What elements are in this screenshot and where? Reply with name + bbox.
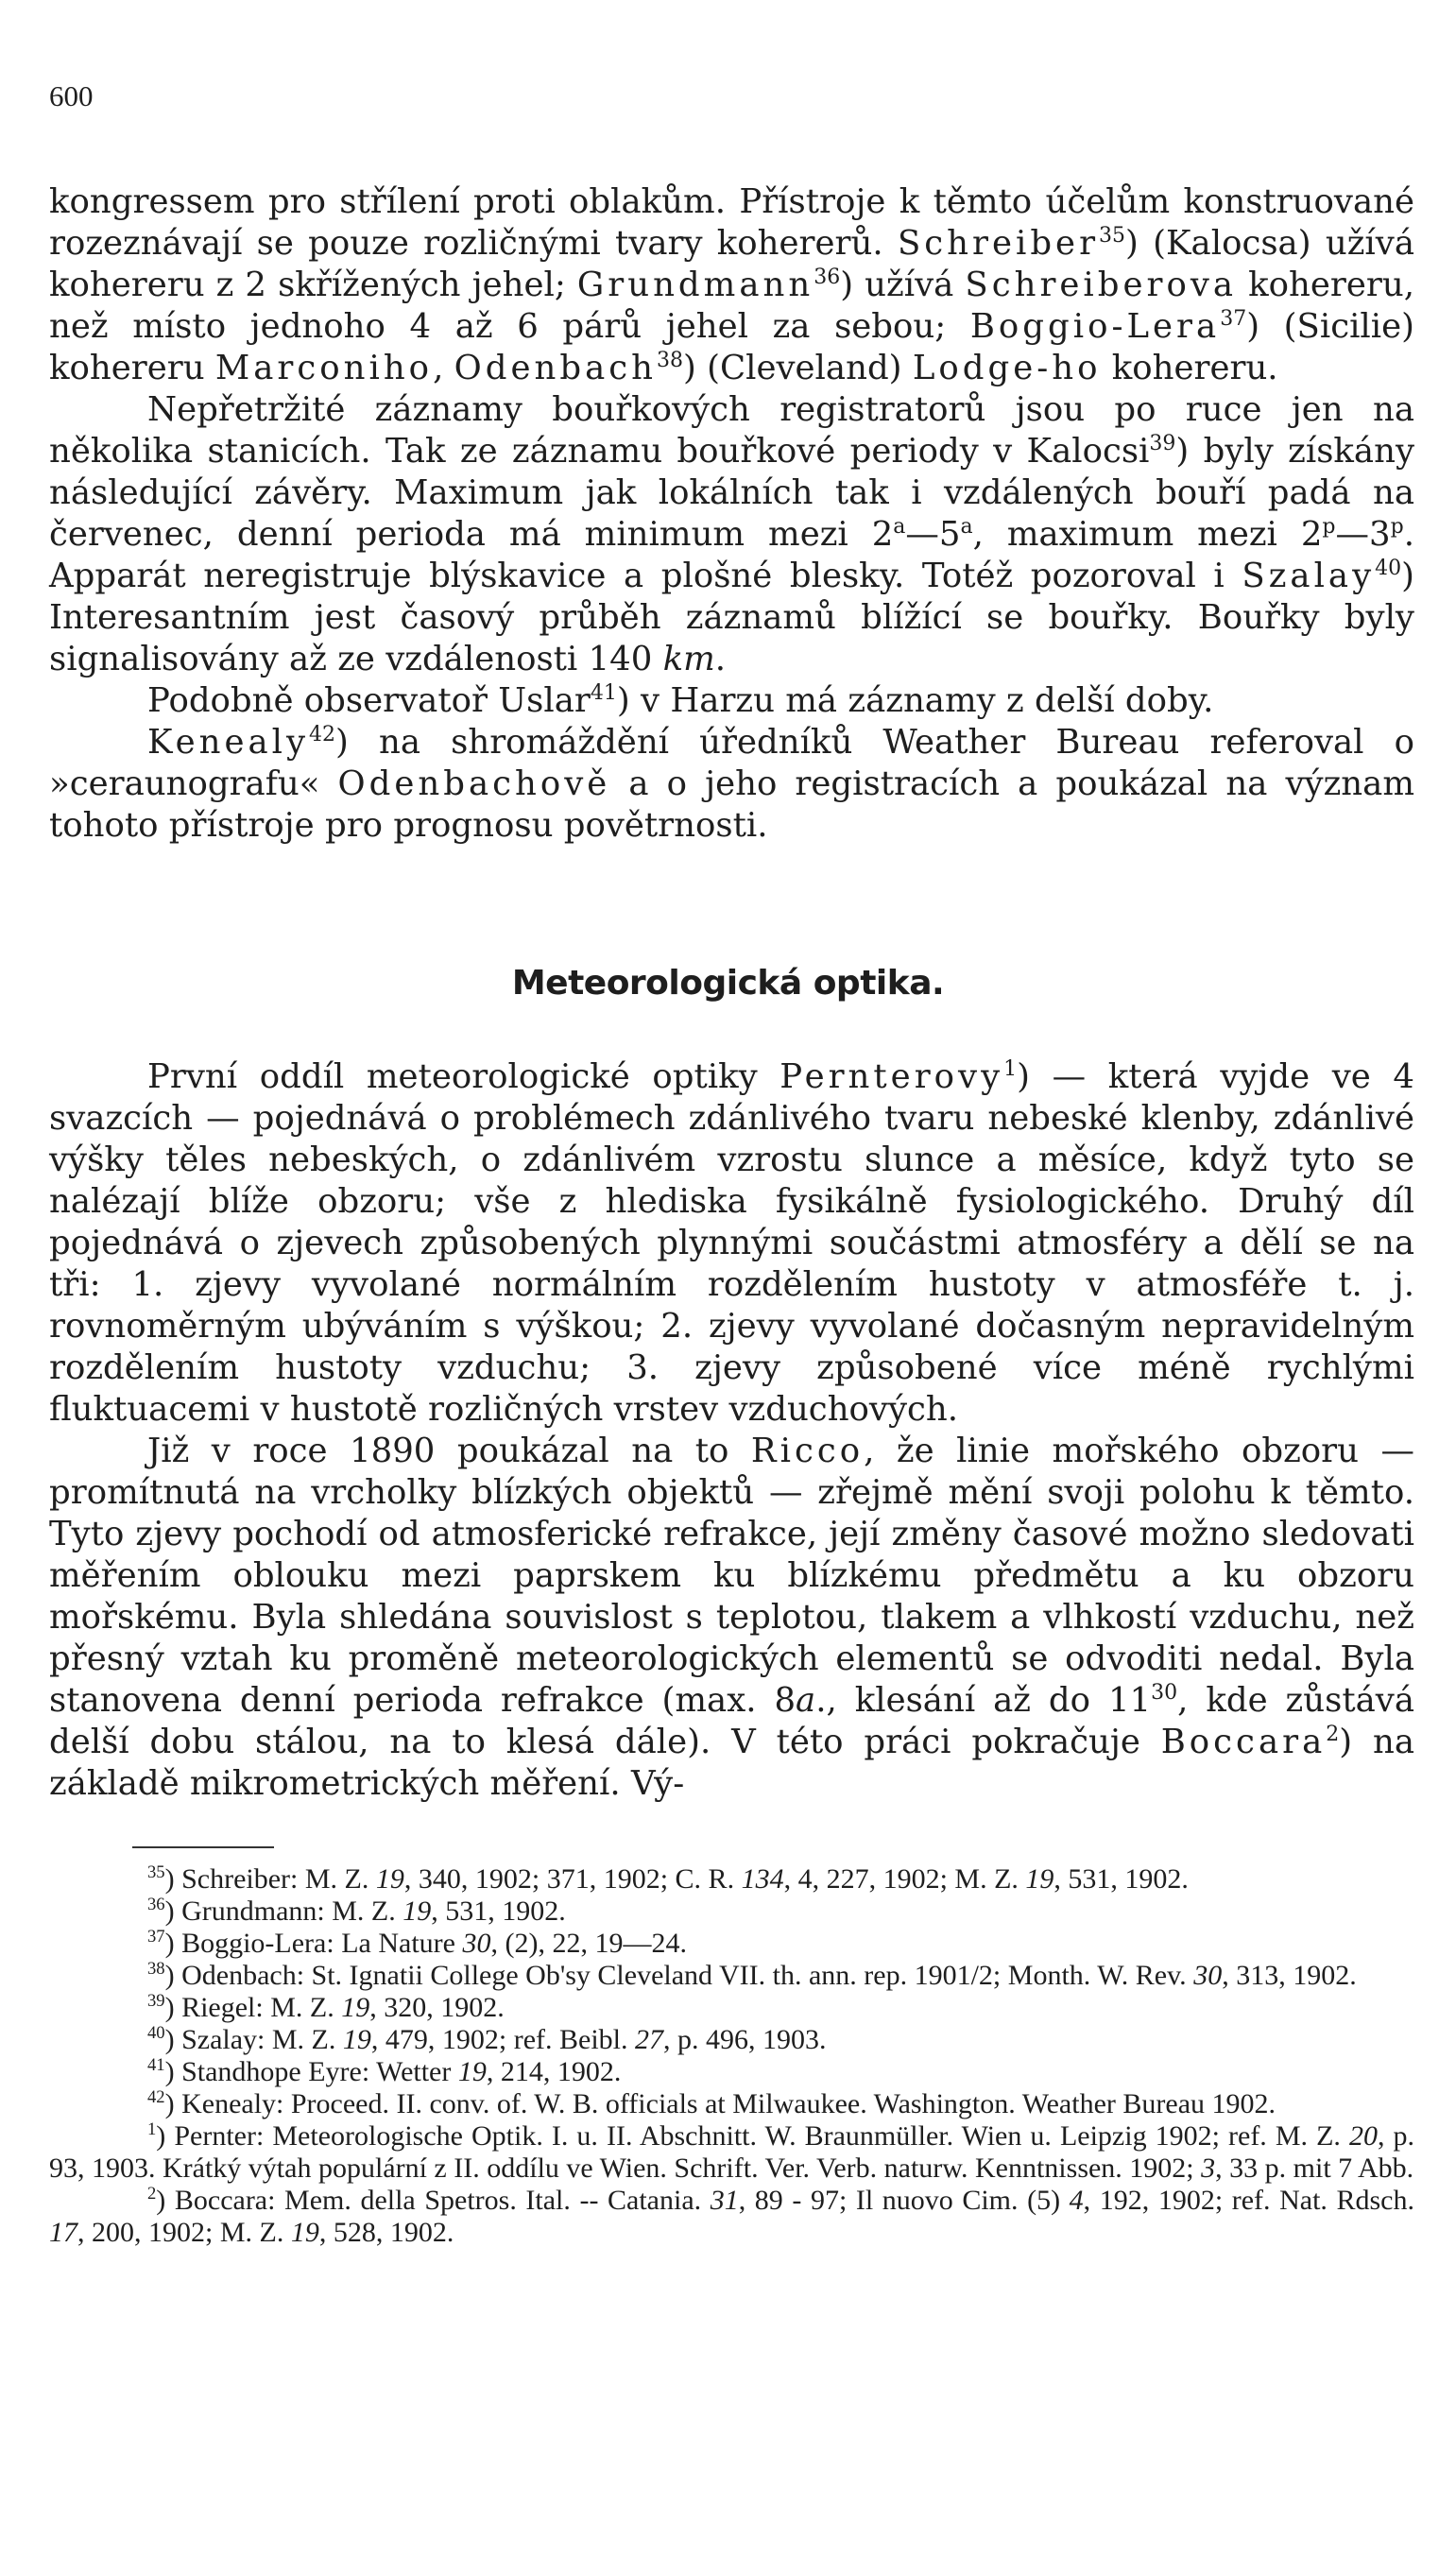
footnote-35: $^{35}$) Schreiber: M. Z. 19, 340, 1902; 371, 1902; C. R. 134, 4, 227, 1902; M. Z. 19, 531, 1902.	[147, 1862, 1189, 1895]
page-number: 600	[49, 79, 94, 112]
footnote-38: $^{38}$) Odenbach: St. Ignatii College Ob'sy Cleveland VII. th. ann. rep. 1901/2; Month. W. Rev. 30, 313, 1902.	[147, 1959, 1357, 1991]
paragraph-pernter: První oddíl meteorologické optiky Pernterovy$^1$) — která vyjde ve 4 svazcích — pojednává o problémech zdánlivého tvaru nebeské klenby, zdánlivé výšky těles nebeských, o zdánlivém vzrostu slunce a měsíce, když tyto se nalézají blíže obzoru; vše z hlediska fysikálně fysiologického. Druhý díl pojednává o zjevech způsobených plynnými součástmi atmosféry a dělí se na tři: 1. zjevy vyvolané normálním rozdělením hustoty v atmosféře t. j. rovnoměrným ubýváním s výškou; 2. zjevy vyvolané dočasným nepravidelným rozdělením hustoty vzduchu; 3. zjevy způsobené více méně rychlými fluktuacemi v hustotě rozličných vrstev vzduchových.	[49, 1057, 1415, 1429]
footnote-2: $^2$) Boccara: Mem. della Spetros. Ital. -- Catania. 31, 89 - 97; Il nuovo Cim. (5) 4, 192, 1902; ref. Nat. Rdsch. 17, 200, 1902; M. Z. 19, 528, 1902.	[49, 2184, 1414, 2248]
footnote-1: $^1$) Pernter: Meteorologische Optik. I. u. II. Abschnitt. W. Braunmüller. Wien u. Leipzig 1902; ref. M. Z. 20, p. 93, 1903. Krátký výtah populární z II. oddílu ve Wien. Schrift. Ver. Verb. naturw. Kenntnissen. 1902; 3, 33 p. mit 7 Abb.	[49, 2119, 1415, 2184]
paragraph-kenealy: Kenealy$^{42}$) na shromáždění úředníků Weather Bureau referoval o »ceraunografu« Odenbachově a o jeho registracích a poukázal na význam tohoto přístroje pro prognosu povětrnosti.	[49, 723, 1414, 845]
section-heading: Meteorologická optika.	[511, 964, 945, 1003]
footnote-40: $^{40}$) Szalay: M. Z. 19, 479, 1902; ref. Beibl. 27, p. 496, 1903.	[147, 2023, 827, 2055]
footnote-divider	[132, 1846, 274, 1848]
footnote-41: $^{41}$) Standhope Eyre: Wetter 19, 214, 1902.	[147, 2055, 622, 2087]
paragraph-storm-records: Nepřetržité záznamy bouřkových registratorů jsou po ruce jen na několika stanicích. Tak ze záznamu bouřkové periody v Kalocsi$^{39}$) byly získány následující závěry. Maximum jak lokálních tak i vzdálených bouří padá na červenec, denní perioda má minimum mezi 2$^a$—5$^a$, maximum mezi 2$^p$—3$^p$. Apparát neregistruje blýskavice a plošné blesky. Totéž pozoroval i Szalay$^{40}$) Interesantním jest časový průběh záznamů blížící se bouřky. Bouřky byly signalisovány až ze vzdálenosti 140 km.	[49, 390, 1415, 678]
paragraph-uslar: Podobně observatoř Uslar$^{41}$) v Harzu má záznamy z delší doby.	[147, 681, 1214, 720]
footnote-37: $^{37}$) Boggio-Lera: La Nature 30, (2), 22, 19—24.	[147, 1927, 687, 1959]
paragraph-coherers: kongressem pro střílení proti oblakům. Přístroje k těmto účelům konstruované rozeznávají se pouze rozličnými tvary kohererů. Schreiber$^{35}$) (Kalocsa) užívá kohereru z 2 skřížených jehel; Grundmann$^{36}$) užívá Schreiberova kohereru, než místo jednoho 4 až 6 párů jehel za sebou; Boggio-Lera$^{37}$) (Sicilie) kohereru Marconiho, Odenbach$^{38}$) (Cleveland) Lodge-ho kohereru.	[49, 182, 1415, 387]
footnote-36: $^{36}$) Grundmann: M. Z. 19, 531, 1902.	[147, 1895, 566, 1927]
paragraph-ricco: Již v roce 1890 poukázal na to Ricco, že linie mořského obzoru — promítnutá na vrcholky blízkých objektů — zřejmě mění svoji polohu k těmto. Tyto zjevy pochodí od atmosferické refrakce, její změny časové možno sledovati měřením oblouku mezi paprskem ku blízkému předmětu a ku obzoru mořskému. Byla shledána souvislost s teplotou, tlakem a vlhkostí vzduchu, než přesný vztah ku proměně meteorologických elementů se odvoditi nedal. Byla stanovena denní perioda refrakce (max. 8a., klesání až do $11^{30}$, kde zůstává delší dobu stálou, na to klesá dále). V této práci pokračuje Boccara$^2$) na základě mikrometrických měření. Vý-	[49, 1432, 1414, 1803]
footnotes	[49, 1863, 1414, 2249]
body-text	[49, 181, 1414, 847]
optics-section	[49, 1056, 1414, 1805]
footnote-42: $^{42}$) Kenealy: Proceed. II. conv. of. W. B. officials at Milwaukee. Washington. Weather Bureau 1902.	[147, 2087, 1276, 2119]
footnote-39: $^{39}$) Riegel: M. Z. 19, 320, 1902.	[147, 1991, 505, 2023]
